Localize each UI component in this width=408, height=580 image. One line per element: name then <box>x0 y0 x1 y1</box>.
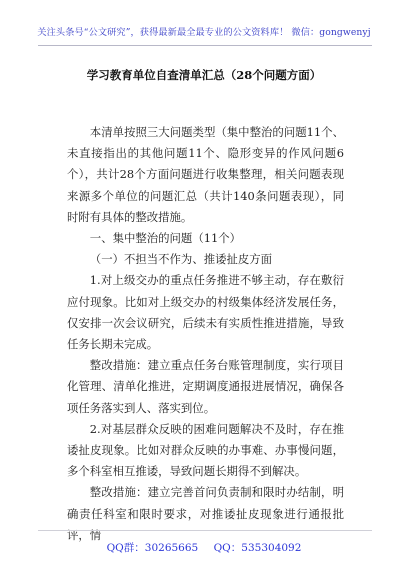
measure-paragraph-2: 整改措施：建立完善首问负责制和限时办结制，明确责任科室和限时要求，对推诿扯皮现象进行通报批评，情 <box>67 485 344 542</box>
intro-paragraph: 本清单按照三大问题类型（集中整治的问题11个、未直接指出的其他问题11个、隐形变异的作风问题6个），共计28个方面问题进行收集整理，相关问题表现来源多个单位的问题汇总（共计140条问题表现），同时附有具体的整改措施。 <box>67 125 344 224</box>
footer-divider <box>38 530 372 531</box>
section-heading: 一、集中整治的问题（11个） <box>89 231 241 246</box>
subsection-heading: （一）不担当不作为、推诿扯皮方面 <box>89 252 273 267</box>
issue-paragraph-2: 2.对基层群众反映的困难问题解决不及时，存在推诿扯皮现象。比如对群众反映的办事难、办事慢问题，多个科室相互推诿，导致问题长期得不到解决。 <box>67 421 344 479</box>
measure-paragraph-1: 整改措施：建立重点任务台账管理制度，实行项目化管理、清单化推进，定期调度通报进展情况，确保各项任务落实到人、落实到位。 <box>67 358 344 415</box>
footer-qq-group: QQ群：30265665 <box>106 542 199 554</box>
footer-qq-number: QQ：535304092 <box>213 542 302 554</box>
document-title: 学习教育单位自查清单汇总（28个问题方面） <box>86 68 322 82</box>
document-body <box>67 122 344 546</box>
footer <box>0 540 408 555</box>
header-banner: 关注头条号“公文研究”，获得最新最全最专业的公文资料库！ 微信：gongwenyj <box>37 27 371 38</box>
header-divider <box>38 45 372 46</box>
issue-paragraph-1: 1.对上级交办的重点任务推进不够主动，存在敷衍应付现象。比如对上级交办的村级集体经济发展任务，仅安排一次会议研究，后续未有实质性推进措施，导致任务长期未完成。 <box>67 273 344 352</box>
